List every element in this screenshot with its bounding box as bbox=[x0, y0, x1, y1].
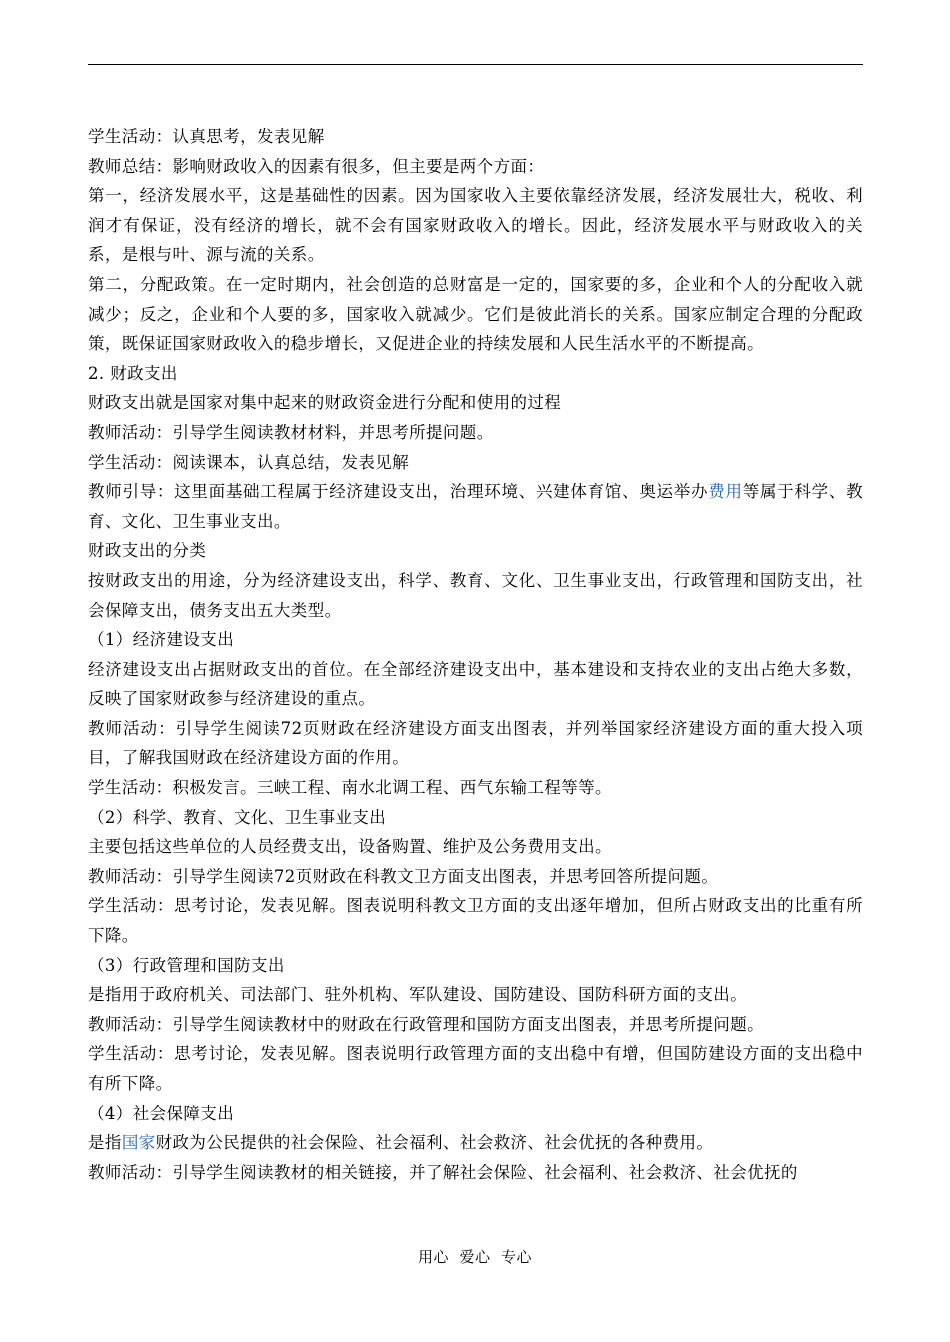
paragraph: 教师活动：引导学生阅读72页财政在科教文卫方面支出图表，并思考回答所提问题。 bbox=[88, 866, 719, 886]
section-heading: 财政支出的分类 bbox=[88, 541, 207, 561]
paragraph-text: 教师引导：这里面基础工程属于经济建设支出，治理环境、兴建体育馆、奥运举办 bbox=[88, 482, 709, 502]
paragraph-text: 财政为公民提供的社会保险、社会福利、社会救济、社会优抚的各种费用。 bbox=[155, 1133, 714, 1153]
subsection-heading: （2）科学、教育、文化、卫生事业支出 bbox=[88, 807, 387, 827]
subsection-heading: （4）社会保障支出 bbox=[88, 1103, 235, 1123]
paragraph: 教师活动：引导学生阅读教材中的财政在行政管理和国防方面支出图表，并思考所提问题。 bbox=[88, 1014, 764, 1034]
paragraph: 第一，经济发展水平，这是基础性的因素。因为国家收入主要依靠经济发展，经济发展壮大，税收、利润才有保证，没有经济的增长，就不会有国家财政收入的增长。因此，经济发展水平与财政收入的关系，是根与叶、源与流的关系。 bbox=[88, 186, 863, 265]
paragraph: 学生活动：认真思考，发表见解 bbox=[88, 127, 325, 146]
paragraph: 学生活动：积极发言。三峡工程、南水北调工程、西气东输工程等等。 bbox=[88, 778, 612, 798]
paragraph: 教师总结：影响财政收入的因素有很多，但主要是两个方面： bbox=[88, 156, 545, 176]
paragraph: 学生活动：阅读课本，认真总结，发表见解 bbox=[88, 452, 410, 472]
paragraph: 学生活动：思考讨论，发表见解。图表说明行政管理方面的支出稳中有增，但国防建设方面的支出稳中有所下降。 bbox=[88, 1044, 863, 1093]
page-footer: 用心 爱心 专心 bbox=[417, 1248, 533, 1266]
paragraph: 学生活动：思考讨论，发表见解。图表说明科教文卫方面的支出逐年增加，但所占财政支出的比重有所下降。 bbox=[88, 896, 863, 946]
header-rule bbox=[88, 64, 863, 65]
document-body bbox=[88, 122, 863, 1187]
paragraph: 财政支出就是国家对集中起来的财政资金进行分配和使用的过程 bbox=[88, 393, 562, 413]
paragraph-text: 等属于科学、教育、文化、卫生事业支出。 bbox=[88, 482, 863, 531]
paragraph: 是指用于政府机关、司法部门、驻外机构、军队建设、国防建设、国防科研方面的支出。 bbox=[88, 985, 748, 1005]
paragraph: 按财政支出的用途，分为经济建设支出，科学、教育、文化、卫生事业支出，行政管理和国防支出，社会保障支出，债务支出五大类型。 bbox=[88, 570, 863, 620]
subsection-heading: （3）行政管理和国防支出 bbox=[88, 955, 285, 975]
paragraph-text: 是指 bbox=[88, 1133, 122, 1153]
hyperlink-expense[interactable]: 费用 bbox=[708, 482, 743, 502]
hyperlink-country[interactable]: 国家 bbox=[121, 1133, 156, 1153]
paragraph: 教师活动：引导学生阅读教材材料，并思考所提问题。 bbox=[88, 422, 494, 442]
paragraph: 第二，分配政策。在一定时期内，社会创造的总财富是一定的，国家要的多，企业和个人的分配收入就减少；反之，企业和个人要的多，国家收入就减少。它们是彼此消长的关系。国家应制定合理的分配政策，既保证国家财政收入的稳步增长，又促进企业的持续发展和人民生活水平的不断提高。 bbox=[88, 274, 863, 354]
paragraph: 经济建设支出占据财政支出的首位。在全部经济建设支出中，基本建设和支持农业的支出占绝大多数，反映了国家财政参与经济建设的重点。 bbox=[88, 659, 863, 709]
paragraph-with-link bbox=[88, 1128, 863, 1158]
paragraph-with-link bbox=[88, 477, 863, 536]
paragraph: 教师活动：引导学生阅读教材的相关链接，并了解社会保险、社会福利、社会救济、社会优抚的 bbox=[88, 1162, 798, 1182]
paragraph: 教师活动：引导学生阅读72页财政在经济建设方面支出图表，并列举国家经济建设方面的重大投入项目，了解我国财政在经济建设方面的作用。 bbox=[88, 718, 863, 768]
subsection-heading: （1）经济建设支出 bbox=[88, 630, 235, 650]
section-heading: 2. 财政支出 bbox=[88, 363, 178, 383]
paragraph: 主要包括这些单位的人员经费支出，设备购置、维护及公务费用支出。 bbox=[88, 837, 612, 857]
